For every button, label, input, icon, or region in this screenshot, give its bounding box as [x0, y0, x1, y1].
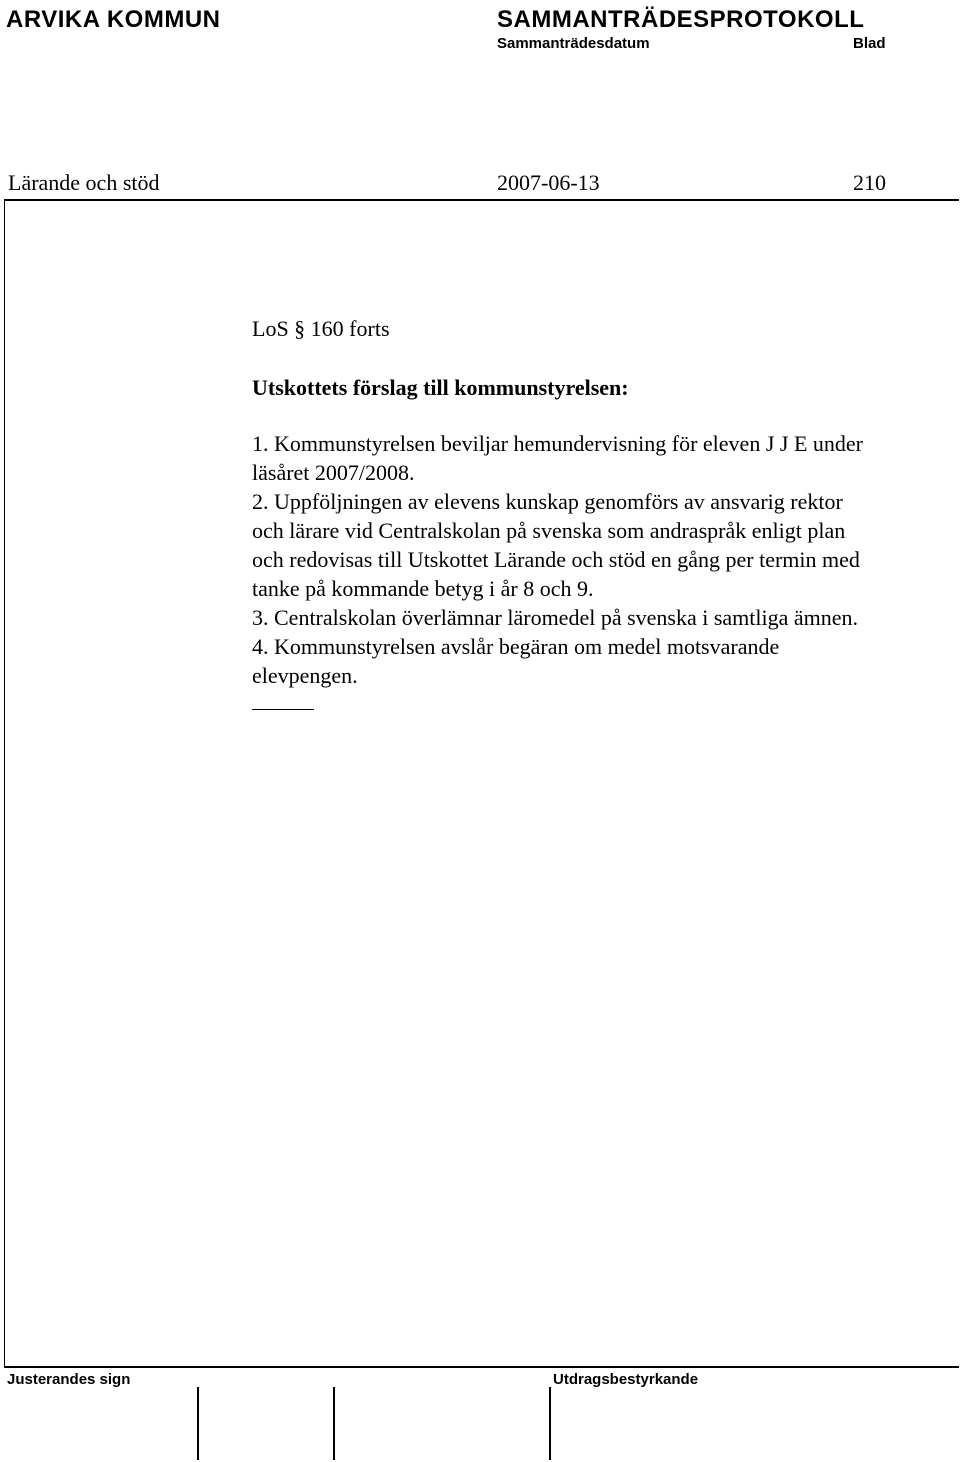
proposal-heading: Utskottets förslag till kommunstyrelsen: [252, 375, 629, 400]
sign-box-divider [333, 1387, 335, 1460]
header-rule [4, 199, 959, 201]
body-line: 1. Kommunstyrelsen beviljar hemundervisning för eleven J J E under [252, 431, 863, 456]
sign-box-divider [549, 1387, 551, 1460]
body-line: 2. Uppföljningen av elevens kunskap genomförs av ansvarig rektor [252, 489, 843, 514]
body-line: 3. Centralskolan överlämnar läromedel på svenska i samtliga ämnen. [252, 605, 859, 630]
date-label: Sammanträdesdatum [497, 35, 650, 52]
end-rule [252, 709, 314, 710]
document-type: SAMMANTRÄDESPROTOKOLL [497, 6, 865, 33]
body-line: tanke på kommande betyg i år 8 och 9. [252, 576, 594, 601]
body-line: och lärare vid Centralskolan på svenska som andraspråk enligt plan [252, 518, 846, 543]
paragraph-reference: LoS § 160 forts [252, 316, 390, 341]
sign-box-divider [197, 1387, 199, 1460]
proposal-body [252, 429, 863, 690]
body-line: elevpengen. [252, 663, 358, 688]
left-margin-rule [4, 199, 5, 1367]
org-name: ARVIKA KOMMUN [6, 6, 221, 33]
extract-label: Utdragsbestyrkande [553, 1371, 699, 1388]
page-number: 210 [853, 170, 886, 195]
committee-name: Lärande och stöd [8, 170, 160, 195]
body-line: läsåret 2007/2008. [252, 460, 415, 485]
footer-rule [4, 1366, 959, 1368]
meeting-date: 2007-06-13 [497, 170, 600, 195]
page-label: Blad [853, 35, 886, 52]
sign-label: Justerandes sign [7, 1371, 131, 1388]
body-line: och redovisas till Utskottet Lärande och stöd en gång per termin med [252, 547, 860, 572]
body-line: 4. Kommunstyrelsen avslår begäran om medel motsvarande [252, 634, 780, 659]
